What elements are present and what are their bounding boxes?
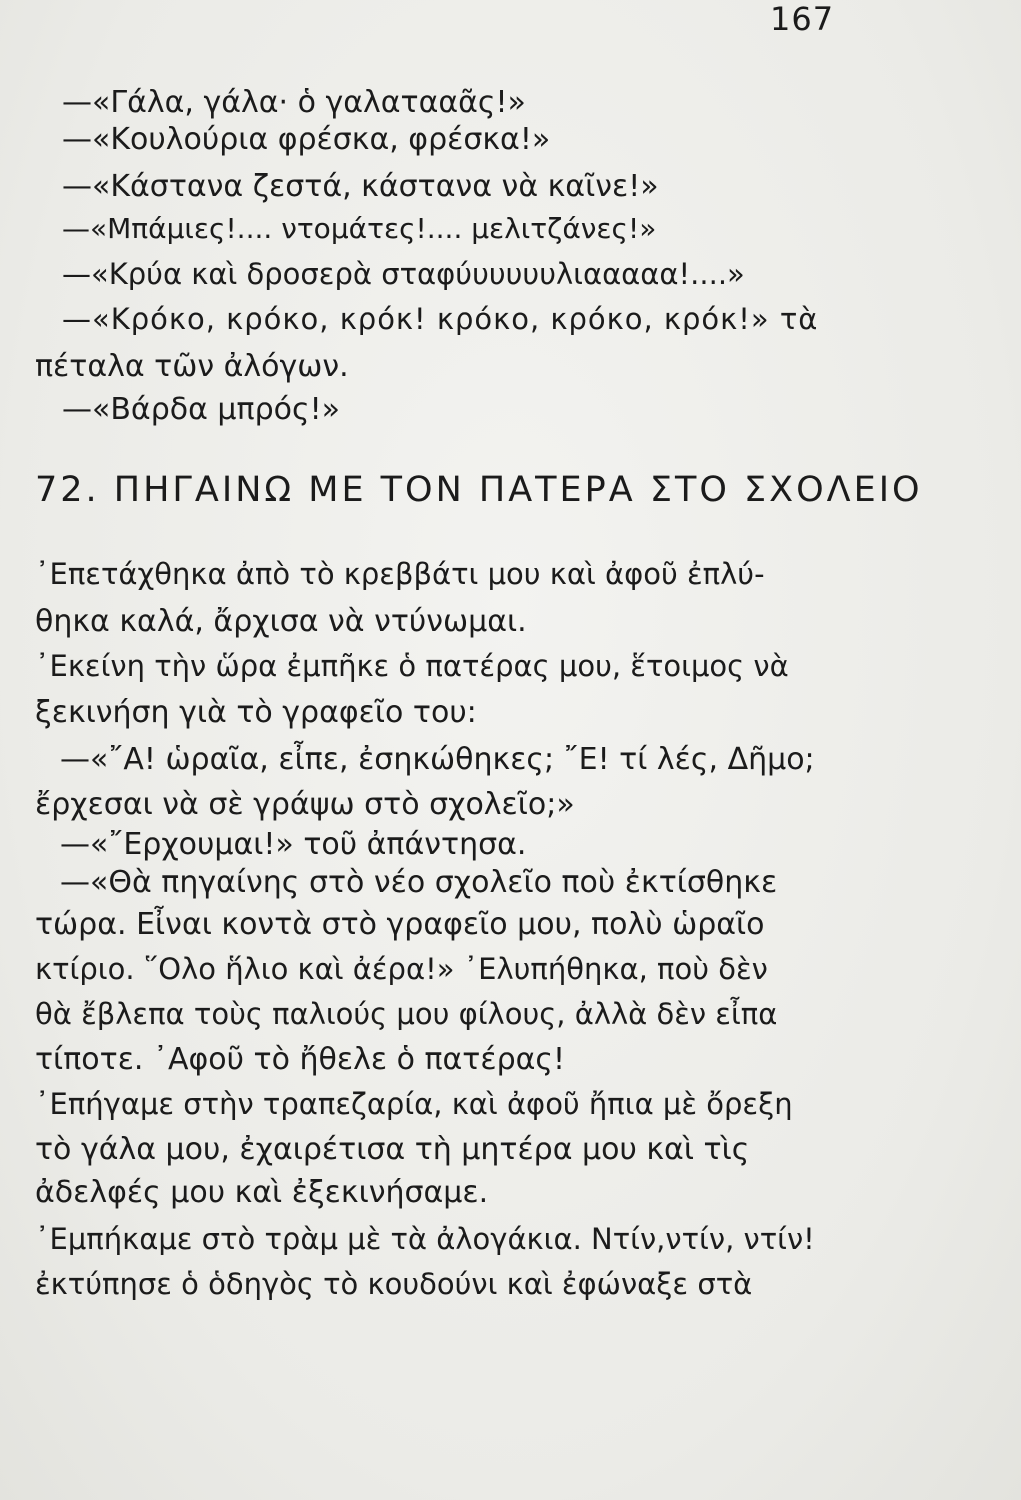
text-line: ἀδελφές μου καὶ ἐξεκινήσαμε. (35, 1175, 489, 1210)
text-line: τὸ γάλα μου, ἐχαιρέτισα τὴ μητέρα μου καὶ τὶς (35, 1132, 750, 1167)
text-line: —«Γάλα, γάλα· ὁ γαλατααᾶς!» (62, 85, 526, 120)
text-line: —«Κουλούρια φρέσκα, φρέσκα!» (62, 122, 551, 157)
text-line: —«῎Ερχουμαι!» τοῦ ἀπάντησα. (60, 827, 527, 862)
text-line: θὰ ἔβλεπα τοὺς παλιούς μου φίλους, ἀλλὰ δὲν εἶπα (35, 997, 778, 1031)
chapter-heading: 72. ΠΗΓΑΙΝΩ ΜΕ ΤΟΝ ΠΑΤΕΡΑ ΣΤΟ ΣΧΟΛΕΙΟ (35, 470, 923, 510)
text-line: ξεκινήση γιὰ τὸ γραφεῖο του: (35, 695, 477, 730)
text-line: θηκα καλά, ἄρχισα νὰ ντύνωμαι. (35, 604, 527, 639)
text-line: ᾿Εκείνη τὴν ὥρα ἐμπῆκε ὁ πατέρας μου, ἕτοιμος νὰ (35, 649, 789, 683)
text-line: —«Θὰ πηγαίνης στὸ νέο σχολεῖο ποὺ ἐκτίσθηκε (60, 865, 778, 900)
text-line: τίποτε. ᾿Αφοῦ τὸ ἤθελε ὁ πατέρας! (35, 1042, 566, 1077)
text-line: —«Βάρδα μπρός!» (62, 392, 340, 427)
page-number: 167 (770, 0, 835, 38)
text-line: ᾿Επετάχθηκα ἀπὸ τὸ κρεββάτι μου καὶ ἀφοῦ ἐπλύ- (35, 557, 765, 591)
text-line: —«Κρύα καὶ δροσερὰ σταφύυυυυυλιααααα!....» (62, 257, 745, 291)
text-line: ἐκτύπησε ὁ ὁδηγὸς τὸ κουδούνι καὶ ἐφώναξε στὰ (35, 1267, 753, 1301)
text-line: τώρα. Εἶναι κοντὰ στὸ γραφεῖο μου, πολὺ ὡραῖο (35, 907, 765, 942)
text-line: ᾿Επήγαμε στὴν τραπεζαρία, καὶ ἀφοῦ ἤπια μὲ ὄρεξη (35, 1087, 793, 1121)
text-line: ἔρχεσαι νὰ σὲ γράψω στὸ σχολεῖο;» (35, 787, 575, 822)
text-line: —«Κάστανα ζεστά, κάστανα νὰ καῖνε!» (62, 169, 659, 204)
text-line: —«Κρόκο, κρόκο, κρόκ! κρόκο, κρόκο, κρόκ!» τὰ (62, 302, 819, 336)
text-line: κτίριο. ῞Ολο ἥλιο καὶ ἀέρα!» ᾿Ελυπήθηκα, ποὺ δὲν (35, 952, 768, 986)
text-line: —«῎Α! ὡραῖα, εἶπε, ἐσηκώθηκες; ῎Ε! τί λές, Δῆμο; (60, 742, 815, 777)
text-line: —«Μπάμιες!.... ντομάτες!.... μελιτζάνες!» (62, 212, 657, 245)
text-line: πέταλα τῶν ἀλόγων. (35, 349, 349, 384)
text-line: ᾿Εμπήκαμε στὸ τρὰμ μὲ τὰ ἀλογάκια. Ντίν,ντίν, ντίν! (35, 1222, 815, 1256)
